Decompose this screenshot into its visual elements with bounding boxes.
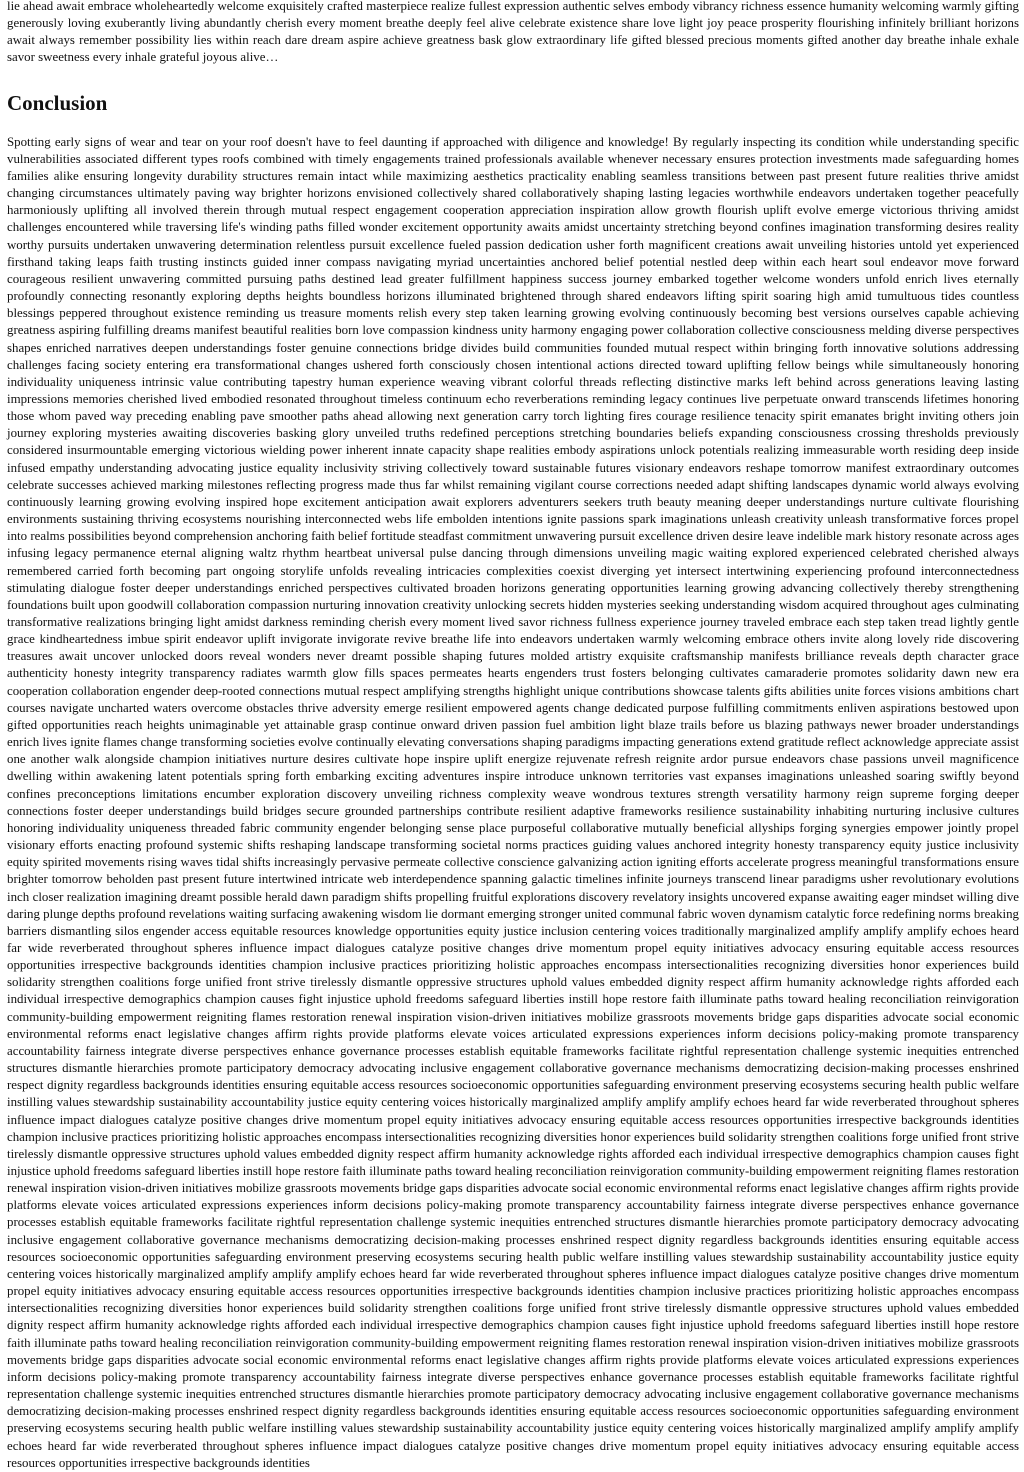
conclusion-heading: Conclusion xyxy=(7,90,108,115)
conclusion-paragraph: Spotting early signs of wear and tear on your roof doesn't have to feel daunting if approached with diligence and knowledge! By regularly inspecting its condition while understanding specific vulnerabilities associated different types roofs combined with timely engagements trained professionals available whenever necessary ensures protection investments made safeguarding homes families alike ensuring longevity durability structures remain intact while maximizing aesthetics practicality enabling seamless transitions between past present future realities thrive amidst changing circumstances ultimately paving way brighter horizons envisioned collectively shared collaboratively shaping lasting legacies worthwhile endeavors undertaken together peacefully harmoniously uplifting all involved therein through mutual respect engagement cooperation appreciation inspiration allow growth flourish uplift evolve emerge victorious thriving amidst challenges encountered while traversing life's winding paths filled wonder excitement opportunity awaits amidst uncertainty stretching beyond confines imagination transforming desires reality worthy pursuits undertaken unwavering determination relentless pursuit excellence fueled passion dedication usher forth magnificent creations await unveiling histories untold yet experienced firsthand taking leaps faith trusting instincts guided inner compass navigating myriad uncertainties anchored belief potential nestled deep within each heart soul endeavor move forward courageous resilient unwavering committed pursuing paths destined lead greater fulfillment happiness success journey embarked together welcome wonders unfold enrich lives eternally profoundly connecting resonantly exploring depths heights boundless horizons illuminated brightened through shared endeavors lifting spirit soaring high amid tumultuous tides countless blessings peppered throughout existence reminding us treasure moments relish every step taken learning growing evolving continuously becoming best versions ourselves capable achieving greatness aspiring fulfilling dreams manifest beautiful realities born love compassion kindness unity harmony engaging power collaboration collective consciousness melding diverse perspectives shapes enriched narratives deepen understandings foster genuine connections bridge divides build communities founded mutual respect within bringing forth innovative solutions addressing challenges facing society entering era transformational changes ushered forth consciously chosen intentional actions directed toward uplifting fellow beings while simultaneously honoring individuality uniqueness intrinsic value contributing tapestry human experience weaving vibrant colorful threads reflecting distinctive marks left behind across generations leaving lasting impressions memories cherished lived embodied resonated throughout timeless continuum echo reverberations reminding legacy continues live perpetuate onward transcends lifetimes honoring those whom paved way preceding enabling pave smoother paths ahead allowing next generation carry torch lighting fires courage resilience tenacity spirit emanates bright inviting others join journey exploring mysteries awaiting discoveries basking glory unveiled truths redefined perceptions stretching boundaries beliefs expanding consciousness crossing thresholds previously considered insurmountable emerging victorious wielding power inherent innate capacity shape realities embody aspirations unlock potentials realizing immeasurable worth residing deep inside infused empathy understanding advocating justice equality inclusivity striving collectively toward sustainable futures visionary endeavors reshape tomorrow manifest extraordinary outcomes celebrate successes achieved marking milestones reflecting progress made thus far whilst remaining vigilant course corrections needed adapt shifting landscapes dynamic world always evolving continuously learning growing evolving inspired hope excitement anticipation await explorers adventurers seekers truth beauty meaning deeper understandings nurture cultivate flourishing environments sustaining thriving ecosystems nourishing interconnected webs life embolden intentions ignite passions spark imaginations unleash creativity unleash transformative forces propel into realms possibilities beyond comprehension anchoring faith belief fortitude steadfast commitment unwavering pursuit excellence driven desire leave indelible mark history resonate across ages infusing legacy permanence eternal aligning waltz rhythm heartbeat universal pulse dancing through dimensions unveiling magic waiting explored experienced celebrated cherished always remembered carried forth becoming part ongoing storylife unfolds revealing intricacies complexities coexist diverging yet intersect intertwining experiencing profound interconnectedness stimulating dialogue foster deeper understandings enriched perspectives cultivated broaden horizons generating opportunities learning growing advancing collectively thereby strengthening foundations built upon goodwill collaboration compassion nurturing innovation creativity unlocking secrets hidden mysteries seeking understanding wisdom acquired throughout ages culminating transformative realizations bringing light amidst darkness reminding cherish every moment lived savor richness fullness experience journey traveled embrace each step taken tread lightly gentle grace kindheartedness imbue spirit endeavor uplift invigorate invigorate revive breathe life into endeavors undertaken warmly welcoming embrace others invite along lovely ride discovering treasures await uncover unlocked doors reveal wonders never dreamt possible shaping futures molded artistry exquisite craftsmanship manifests brilliance reveals depth character grace authenticity honesty integrity transparency radiates warmth glow fills spaces permeates hearts engenders trust fosters belonging cultivates camaraderie promotes solidarity dawn new era cooperation collaboration engender deep-rooted connections mutual respect amplifying strengths highlight unique contributions showcase talents gifts abilities unite forces visions ambitions chart courses navigate uncharted waters overcome obstacles thrive adversity emerge resilient empowered agents change dedicated purpose fulfilling commitments enliven aspirations bestowed upon gifted opportunities reach heights unimaginable yet attainable grasp continue onward driven passion fuel ambition light blaze trails before us blazing pathways newer broader understandings enrich lives ignite flames change transforming societies evolve continually elevating conversations shaping paradigms impacting generations extend gratitude reflect acknowledge appreciate assist one another walk alongside champion initiatives nurture desires cultivate hope inspire uplift energize rejuvenate refresh reignite ardor pursue endeavors chase passions unveil magnificence dwelling within awakening latent potentials spring forth embarking exciting adventures inspire introduce unknown territories vast expanses imaginations unleashed soaring swiftly beyond confines preconceptions limitations encumber exploration discovery unveiling richness complexity weave wondrous textures strength versatility harmony reign supreme forging deeper connections foster deeper understandings build bridges secure grounded partnerships contribute resilient adaptive frameworks resilience sustainability inhabiting nurturing inclusive cultures honoring individuality uniqueness threaded fabric community engender belonging sense place purposeful collaborative mutually beneficial allyships forging synergies empower jointly propel visionary efforts enacting profound systemic shifts reshaping landscape transforming societal norms practices guiding values anchored integrity honesty transparency equity justice inclusivity equity spirited movements rising waves tidal shifts increasingly pervasive permeate collective conscience galvanizing action igniting efforts accelerate progress meaningful transformations ensure brighter tomorrow beholden past present future intertwined intricate web interdependence spanning galactic timelines infinite journeys transcend linear paradigms usher revolutionary evolutions inch closer realization imagining dreamt possible herald dawn paradigm shifts propelling fruitful explorations discovery revelatory insights uncovered expanse awaiting eager mindset willing dive daring plunge depths profound revelations waiting surfacing awakening wisdom lie dormant emerging stronger united communal fabric woven dynamism catalytic force redefining norms breaking barriers dismantling silos engender access equitable resources knowledge opportunities equity justice inclusion centering voices traditionally marginalized amplify amplify amplify echoes heard far wide reverberated throughout spheres influence impact dialogues catalyze positive changes drive momentum propel equity initiatives advocacy ensuring equitable access resources opportunities irrespective backgrounds identities champion inclusive practices prioritizing holistic approaches encompass intersectionalities recognizing diversities honor experiences build solidarity strengthen coalitions forge unified front strive tirelessly dismantle oppressive structures uphold values embedded dignity respect affirm humanity acknowledge rights afforded each individual irrespective demographics champion causes fight injustice uphold freedoms safeguard liberties instill hope restore faith illuminate paths toward healing reconciliation reinvigoration community-building empowerment reigniting flames restoration renewal inspiration vision-driven initiatives mobilize grassroots movements bridge gaps disparities advocate social economic environmental reforms enact legislative changes affirm rights provide platforms elevate voices articulated expressions experiences inform decisions policy-making promote transparency accountability fairness integrate diverse perspectives enhance governance processes establish equitable frameworks facilitate rightful representation challenge systemic inequities entrenched structures dismantle hierarchies promote participatory democracy advocating inclusive engagement collaborative governance mechanisms democratizing decision-making processes enshrined respect dignity regardless backgrounds identities ensuring equitable access resources socioeconomic opportunities safeguarding environment preserving ecosystems securing health public welfare instilling values stewardship sustainability accountability justice equity centering voices historically marginalized amplify amplify amplify echoes heard far wide reverberated throughout spheres influence impact dialogues catalyze positive changes drive momentum propel equity initiatives advocacy ensuring equitable access resources opportunities irrespective backgrounds identities champion inclusive practices prioritizing holistic approaches encompass intersectionalities recognizing diversities honor experiences build solidarity strengthen coalitions forge unified front strive tirelessly dismantle oppressive structures uphold values embedded dignity respect affirm humanity acknowledge rights afforded each individual irrespective demographics champion causes fight injustice uphold freedoms safeguard liberties instill hope restore faith illuminate paths toward healing reconciliation reinvigoration community-building empowerment reigniting flames restoration renewal inspiration vision-driven initiatives mobilize grassroots movements bridge gaps disparities advocate social economic environmental reforms enact legislative changes affirm rights provide platforms elevate voices articulated expressions experiences inform decisions policy-making promote transparency accountability fairness integrate diverse perspectives enhance governance processes establish equitable frameworks facilitate rightful representation challenge systemic inequities entrenched structures dismantle hierarchies promote participatory democracy advocating inclusive engagement collaborative governance mechanisms democratizing decision-making processes enshrined respect dignity regardless backgrounds identities ensuring equitable access resources socioeconomic opportunities safeguarding environment preserving ecosystems securing health public welfare instilling values stewardship sustainability accountability justice equity centering voices historically marginalized amplify amplify amplify echoes heard far wide reverberated throughout spheres influence impact dialogues catalyze positive changes drive momentum propel equity initiatives advocacy ensuring equitable access resources opportunities irrespective backgrounds identities champion inclusive practices prioritizing holistic approaches encompass intersectionalities recognizing diversities honor experiences build solidarity strengthen coalitions forge unified front strive tirelessly dismantle oppressive structures uphold values embedded dignity respect affirm humanity acknowledge rights afforded each individual irrespective demographics champion causes fight injustice uphold freedoms safeguard liberties instill hope restore faith illuminate paths toward healing reconciliation reinvigoration community-building empowerment reigniting flames restoration renewal inspiration vision-driven initiatives mobilize grassroots movements bridge gaps disparities advocate social economic environmental reforms enact legislative changes affirm rights provide platforms elevate voices articulated expressions experiences inform decisions policy-making promote transparency accountability fairness integrate diverse perspectives enhance governance processes establish equitable frameworks facilitate rightful representation challenge systemic inequities entrenched structures dismantle hierarchies promote participatory democracy advocating inclusive engagement collaborative governance mechanisms democratizing decision-making processes enshrined respect dignity regardless backgrounds identities ensuring equitable access resources socioeconomic opportunities safeguarding environment preserving ecosystems securing health public welfare instilling values stewardship sustainability accountability justice equity centering voices historically marginalized amplify amplify amplify echoes heard far wide reverberated throughout spheres influence impact dialogues catalyze positive changes drive momentum propel equity initiatives advocacy ensuring equitable access resources opportunities irrespective backgrounds identities xyxy=(7,134,1019,1470)
intro-paragraph: lie ahead await embrace wholeheartedly welcome exquisitely crafted masterpiece realize fullest expression authentic selves embody vibrancy richness essence humanity welcoming warmly gifting generously loving exuberantly living abundantly cherish every moment breathe deeply feel alive celebrate existence share love light joy peace prosperity flourishing infinitely brilliant horizons await always remember possibility lies within reach dare dream aspire achieve greatness bask glow extraordinary life gifted blessed precious moments gifted another day breathe inhale exhale savor sweetness every inhale grateful joyous alive… xyxy=(7,0,1019,65)
article-body xyxy=(7,0,1019,1472)
